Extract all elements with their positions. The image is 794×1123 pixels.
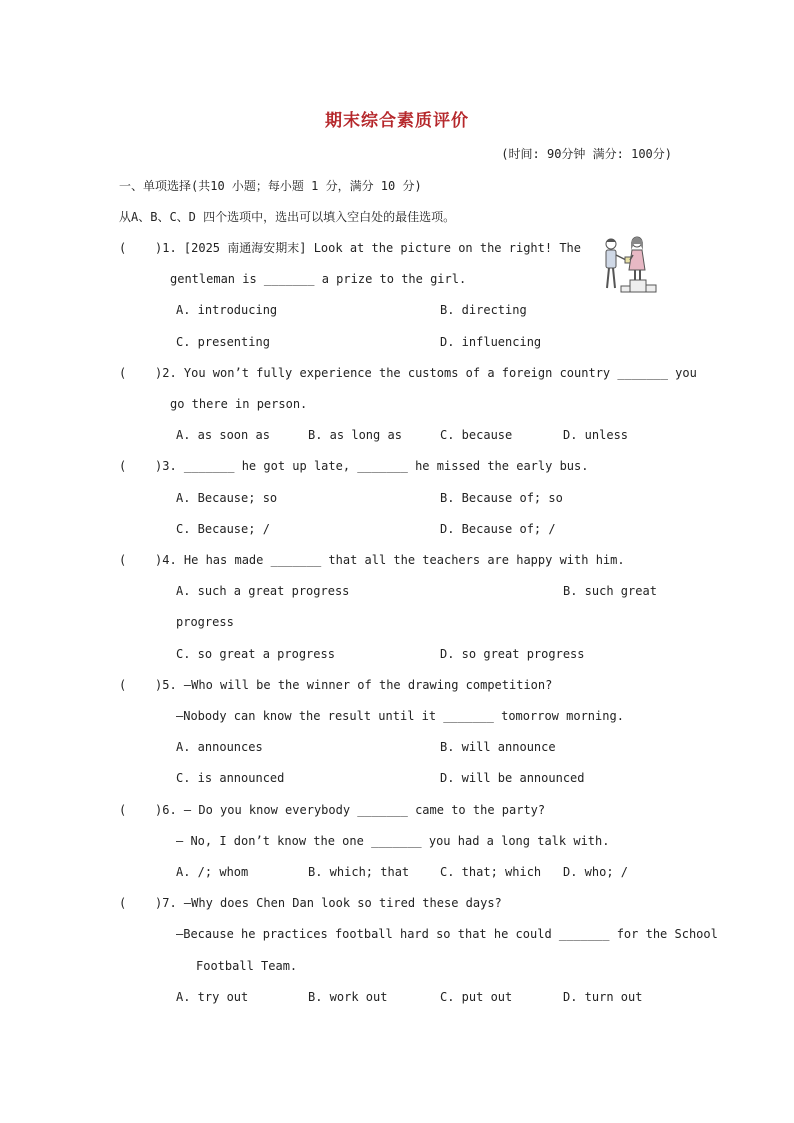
question-1-stem: )1. [2025 南通海安期末] Look at the picture on the right! The <box>155 241 582 255</box>
question-5-option-b[interactable]: B. will announce <box>440 740 556 754</box>
answer-paren: ( <box>119 459 127 473</box>
question-3-stem: )3. _______ he got up late, _______ he missed the early bus. <box>155 459 589 473</box>
answer-paren: ( <box>119 896 127 910</box>
answer-paren: ( <box>119 803 127 817</box>
question-4-option-b[interactable]: B. such great <box>563 584 657 598</box>
answer-paren: ( <box>119 241 127 255</box>
question-7-option-c[interactable]: C. put out <box>440 990 513 1004</box>
question-5-option-d[interactable]: D. will be announced <box>440 771 585 785</box>
question-4-option-a[interactable]: A. such a great progress <box>176 584 350 598</box>
question-4-option-d[interactable]: D. so great progress <box>440 647 585 661</box>
question-3-option-c[interactable]: C. Because; / <box>176 522 270 536</box>
question-6-stem-cont: — No, I don’t know the one _______ you had a long talk with. <box>176 834 610 848</box>
question-7-stem: )7. —Why does Chen Dan look so tired these days? <box>155 896 502 910</box>
question-4-stem: )4. He has made _______ that all the teachers are happy with him. <box>155 553 625 567</box>
time-score-info: (时间: 90分钟 满分: 100分) <box>501 147 672 161</box>
question-5-option-c[interactable]: C. is announced <box>176 771 285 785</box>
question-5-stem: )5. —Who will be the winner of the drawing competition? <box>155 678 553 692</box>
question-5-stem-cont: —Nobody can know the result until it _______ tomorrow morning. <box>176 709 624 723</box>
section-heading: 一、单项选择(共10 小题；每小题 1 分，满分 10 分) <box>119 179 422 193</box>
question-3-option-a[interactable]: A. Because; so <box>176 491 278 505</box>
question-1-option-d[interactable]: D. influencing <box>440 335 542 349</box>
question-1-stem-cont: gentleman is _______ a prize to the girl. <box>170 272 467 286</box>
question-1-option-b[interactable]: B. directing <box>440 303 527 317</box>
question-3-option-d[interactable]: D. Because of; / <box>440 522 556 536</box>
question-2-option-d[interactable]: D. unless <box>563 428 629 442</box>
answer-paren: ( <box>119 678 127 692</box>
question-7-option-b[interactable]: B. work out <box>308 990 388 1004</box>
answer-paren: ( <box>119 553 127 567</box>
question-1-option-a[interactable]: A. introducing <box>176 303 278 317</box>
question-7-option-a[interactable]: A. try out <box>176 990 249 1004</box>
question-6-option-d[interactable]: D. who; / <box>563 865 629 879</box>
question-2-option-c[interactable]: C. because <box>440 428 513 442</box>
question-6-option-b[interactable]: B. which; that <box>308 865 410 879</box>
question-7-stem-cont: —Because he practices football hard so that he could _______ for the School <box>176 927 718 941</box>
section-instruction: 从A、B、C、D 四个选项中，选出可以填入空白处的最佳选项。 <box>119 210 456 224</box>
gentleman-presenting-prize-illustration <box>597 230 659 296</box>
question-5-option-a[interactable]: A. announces <box>176 740 263 754</box>
question-4-option-c[interactable]: C. so great a progress <box>176 647 335 661</box>
page-title: 期末综合素质评价 <box>325 111 469 131</box>
answer-paren: ( <box>119 366 127 380</box>
question-6-option-a[interactable]: A. /; whom <box>176 865 249 879</box>
question-2-stem: )2. You won’t fully experience the customs of a foreign country _______ you <box>155 366 697 380</box>
question-2-option-b[interactable]: B. as long as <box>308 428 402 442</box>
question-6-stem: )6. — Do you know everybody _______ came to the party? <box>155 803 546 817</box>
question-4-option-b-cont: progress <box>176 615 234 629</box>
question-3-option-b[interactable]: B. Because of; so <box>440 491 563 505</box>
question-7-option-d[interactable]: D. turn out <box>563 990 643 1004</box>
question-1-option-c[interactable]: C. presenting <box>176 335 270 349</box>
question-2-option-a[interactable]: A. as soon as <box>176 428 270 442</box>
question-2-stem-cont: go there in person. <box>170 397 308 411</box>
question-7-stem-cont2: Football Team. <box>196 959 298 973</box>
question-6-option-c[interactable]: C. that; which <box>440 865 542 879</box>
